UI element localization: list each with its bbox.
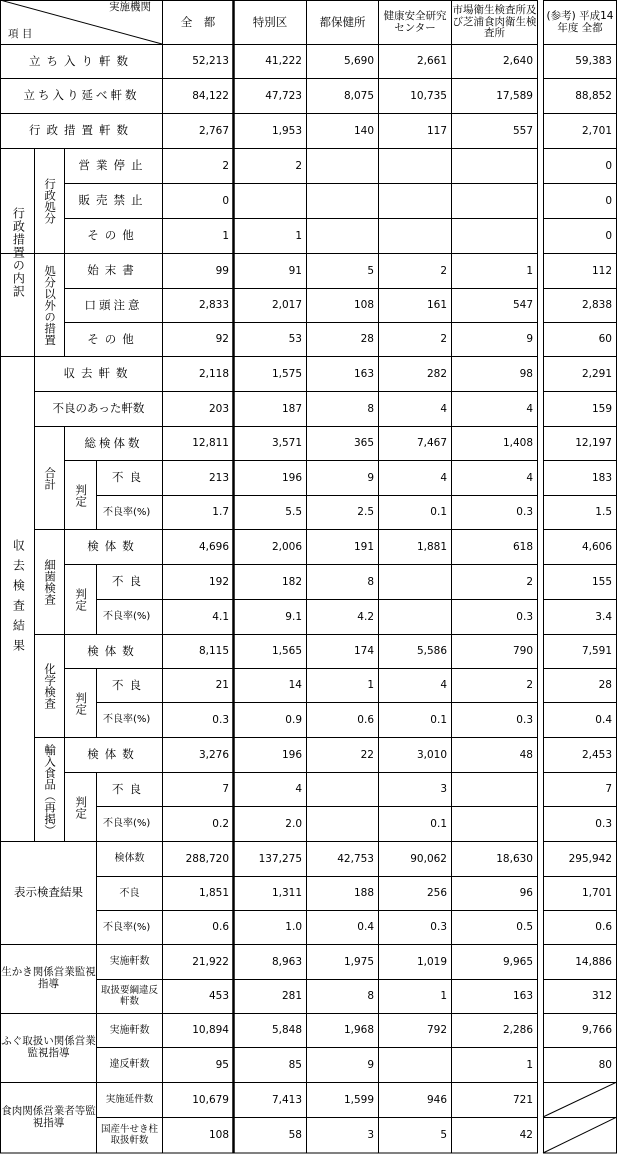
value-all: 213 [208,471,229,484]
value-special-wards: 1,311 [271,887,302,900]
value-special-wards: 7,413 [271,1093,302,1106]
value-all: 52,213 [192,55,229,68]
value-institute: 946 [426,1093,447,1106]
value-health-centers: 22 [360,748,374,761]
value-health-centers [307,219,378,253]
value-reference: 2,453 [581,748,612,761]
value-institute [379,600,451,634]
value-special-wards: 187 [281,402,302,415]
value-health-centers: 163 [353,367,374,380]
value-all: 192 [208,575,229,588]
row-label: 不良 [119,887,140,899]
row-label: 検体数 [87,747,140,762]
col-header-health-centers: 都保健所 [319,14,366,29]
row-label: 営業停止 [78,158,149,173]
row-label: 不良 [112,781,147,796]
value-institute: 0.3 [430,921,447,934]
value-all: 7 [222,783,229,796]
value-market [452,807,537,841]
value-market: 547 [512,299,533,312]
value-special-wards: 196 [281,471,302,484]
value-health-centers: 8 [367,402,374,415]
value-special-wards: 2,017 [271,299,302,312]
value-reference: 0.3 [595,817,612,830]
value-all: 8,115 [198,645,229,658]
value-institute: 10,735 [410,89,447,102]
value-market: 0.3 [516,506,533,519]
row-label: 不良率(%) [103,506,151,518]
judgment-label: 判定 [74,588,89,611]
value-market [452,184,537,218]
value-health-centers: 42,753 [337,852,374,865]
value-market: 0.3 [516,713,533,726]
value-health-centers: 140 [353,124,374,137]
value-all: 0.3 [212,713,229,726]
value-market: 1 [526,1058,533,1071]
group-label-display: 表示検査結果 [14,885,83,900]
value-reference: 60 [598,333,612,346]
group-admin-measures: 行政措置の内訳 [11,207,26,298]
subgroup-other-than-disposition: 処分以外の措置 [43,264,58,346]
col-header-all: 全 都 [180,14,216,29]
row-label: 立ち入り軒数 [29,53,134,68]
value-health-centers: 188 [353,887,374,900]
col-header-market: 市場衛生検査所及び芝浦食肉衛生検査所 [452,4,537,40]
value-institute: 1,881 [416,540,447,553]
value-health-centers: 9 [367,471,374,484]
value-reference: 295,942 [568,852,612,865]
value-special-wards: 281 [281,990,302,1003]
value-reference: 59,383 [575,55,612,68]
value-health-centers [307,149,378,183]
value-institute: 5 [440,1129,447,1142]
value-all: 0 [222,194,229,207]
value-market: 48 [519,748,533,761]
row-label: 検体数 [87,539,140,554]
value-institute: 256 [426,887,447,900]
row-label: 収去軒数 [63,366,134,381]
row-label: 行政措置軒数 [29,123,134,138]
value-health-centers: 1,599 [343,1093,374,1106]
value-institute: 3,010 [416,748,447,761]
value-health-centers: 5 [367,264,374,277]
value-health-centers: 9 [367,1058,374,1071]
value-institute: 0.1 [430,506,447,519]
value-all: 10,679 [192,1093,229,1106]
value-institute: 0.1 [430,817,447,830]
value-special-wards: 1.0 [285,921,302,934]
value-health-centers: 1 [367,679,374,692]
value-institute: 2 [440,264,447,277]
value-health-centers: 8 [367,990,374,1003]
value-health-centers [307,773,378,806]
value-market: 17,589 [496,89,533,102]
value-all: 84,122 [192,89,229,102]
value-market: 2,286 [502,1024,533,1037]
value-reference: 3.4 [595,610,612,623]
row-label: 検体数 [114,853,145,865]
value-health-centers: 108 [353,299,374,312]
value-institute: 792 [426,1024,447,1037]
value-health-centers: 28 [360,333,374,346]
value-market: 557 [512,124,533,137]
value-reference: 9,766 [581,1024,612,1037]
value-reference: 155 [591,575,612,588]
row-label: 始末書 [87,263,140,278]
value-market: 42 [519,1129,533,1142]
value-health-centers: 8,075 [343,89,374,102]
value-market: 96 [519,887,533,900]
value-reference: 1.5 [595,506,612,519]
value-market [452,773,537,806]
value-special-wards: 85 [288,1058,302,1071]
value-market: 2,640 [502,55,533,68]
value-market: 790 [512,645,533,658]
value-all: 108 [208,1129,229,1142]
value-all: 3,276 [198,748,229,761]
subgroup-total: 合計 [43,466,58,490]
value-market: 163 [512,990,533,1003]
value-special-wards [235,184,306,218]
value-market: 9 [526,333,533,346]
judgment-label: 判定 [74,691,89,715]
value-all: 288,720 [185,852,229,865]
value-market [452,219,537,253]
row-label: 販売禁止 [78,193,149,208]
value-reference: 159 [591,402,612,415]
value-reference: 2,701 [581,124,612,137]
value-special-wards: 2 [295,159,302,172]
value-institute [379,219,451,253]
value-all: 2,118 [198,367,229,380]
value-all: 0.6 [212,921,229,934]
value-market: 618 [512,540,533,553]
value-all: 4,696 [198,540,229,553]
value-reference: 0 [605,229,612,242]
header-corner-item: 項 目 [8,28,33,41]
row-label: 不良 [112,470,147,485]
value-reference: 0.6 [595,921,612,934]
value-reference: 183 [591,471,612,484]
value-market: 1 [526,264,533,277]
value-all: 1.7 [212,506,229,519]
value-special-wards: 3,571 [271,437,302,450]
value-all: 92 [215,333,229,346]
value-reference: 28 [598,679,612,692]
value-institute [379,1048,451,1082]
value-reference: 0 [605,159,612,172]
value-special-wards: 0.9 [285,713,302,726]
value-special-wards: 2.0 [285,817,302,830]
group-label-fugu: ふぐ取扱い関係営業監視指導 [1,1035,96,1059]
row-label: 実施軒数 [109,956,150,968]
value-all: 1,851 [198,887,229,900]
value-health-centers: 2.5 [357,506,374,519]
value-special-wards: 14 [288,679,302,692]
value-special-wards: 8,963 [271,955,302,968]
subgroup-import: 輸入食品（再掲） [43,743,58,836]
value-health-centers: 191 [353,540,374,553]
row-label: 立ち入り延べ軒数 [23,88,140,103]
value-reference: 14,886 [575,955,612,968]
value-special-wards: 53 [288,333,302,346]
row-label: 不良率(%) [103,611,151,623]
value-special-wards: 1,575 [271,367,302,380]
value-all: 453 [208,990,229,1003]
value-institute: 5,586 [416,645,447,658]
value-health-centers: 3 [367,1129,374,1142]
value-special-wards: 5.5 [285,506,302,519]
value-all: 12,811 [192,437,229,450]
value-special-wards: 1 [295,229,302,242]
value-institute: 2,661 [416,55,447,68]
value-institute: 117 [426,124,447,137]
value-market: 18,630 [496,852,533,865]
value-special-wards: 91 [288,264,302,277]
row-label: 不良 [112,677,147,692]
value-market [452,149,537,183]
value-reference: 80 [598,1058,612,1071]
value-reference: 2,291 [581,367,612,380]
value-health-centers: 174 [353,645,374,658]
value-reference: 2,838 [581,299,612,312]
row-label: 口頭注意 [84,297,143,312]
value-all: 4.1 [212,610,229,623]
col-header-reference: (参考) 平成14年度 全都 [546,9,614,34]
value-institute: 4 [440,471,447,484]
row-label: 実施軒数 [109,1024,150,1036]
value-all: 21 [215,679,229,692]
row-label: 国産牛せき柱取扱軒数 [100,1123,158,1146]
value-special-wards: 2,006 [271,540,302,553]
value-special-wards: 41,222 [265,55,302,68]
value-institute: 2 [440,333,447,346]
value-special-wards: 1,953 [271,124,302,137]
row-label: 検体数 [87,643,140,658]
value-all: 95 [215,1058,229,1071]
value-reference: 1,701 [581,887,612,900]
value-reference: 4,606 [581,540,612,553]
row-label: 不良 [112,574,147,589]
value-health-centers: 1,968 [343,1024,374,1037]
value-health-centers: 0.4 [357,921,374,934]
value-market: 2 [526,679,533,692]
value-all: 2 [222,159,229,172]
value-market: 1,408 [502,437,533,450]
group-seizure-results: 収去検査結果 [11,539,26,659]
value-health-centers: 8 [367,575,374,588]
group-label-live-fish: 生かき関係営業監視指導 [1,966,96,990]
value-institute: 4 [440,679,447,692]
value-all: 2,833 [198,299,229,312]
value-all: 203 [208,402,229,415]
value-health-centers [307,807,378,841]
value-reference: 112 [591,264,612,277]
value-institute: 1,019 [416,955,447,968]
row-label: 総検体数 [84,435,143,450]
value-health-centers: 365 [353,437,374,450]
row-label: その他 [87,228,140,243]
value-all: 21,922 [192,955,229,968]
value-reference: 0 [605,194,612,207]
value-special-wards: 47,723 [265,89,302,102]
value-health-centers: 1,975 [343,955,374,968]
value-institute: 161 [426,299,447,312]
value-institute [379,184,451,218]
value-market: 721 [512,1093,533,1106]
value-institute: 7,467 [416,437,447,450]
value-health-centers: 5,690 [343,55,374,68]
subgroup-chemical: 化学検査 [43,663,58,709]
value-reference: 312 [591,990,612,1003]
value-reference [544,1083,616,1117]
value-reference [544,1118,616,1153]
value-market: 4 [526,471,533,484]
value-market: 4 [526,402,533,415]
value-institute: 90,062 [410,852,447,865]
value-special-wards: 182 [281,575,302,588]
subgroup-bacteria: 細菌検査 [43,559,58,605]
value-special-wards: 58 [288,1129,302,1142]
value-special-wards: 9.1 [285,610,302,623]
value-institute [379,565,451,599]
col-header-institute: 健康安全研究センター [383,9,447,34]
value-all: 1 [222,229,229,242]
value-market: 2 [526,575,533,588]
value-special-wards: 4 [295,783,302,796]
judgment-label: 判定 [74,795,89,819]
value-special-wards: 137,275 [258,852,302,865]
value-reference: 0.4 [595,713,612,726]
value-special-wards: 196 [281,748,302,761]
value-market: 0.5 [516,921,533,934]
value-market: 0.3 [516,610,533,623]
value-health-centers: 4.2 [357,610,374,623]
row-label: 不良率(%) [103,714,151,726]
value-reference: 7 [605,783,612,796]
value-market: 9,965 [502,955,533,968]
value-all: 10,894 [192,1024,229,1037]
value-institute: 282 [426,367,447,380]
value-institute: 4 [440,402,447,415]
row-label: 違反軒数 [109,1059,150,1071]
value-reference: 7,591 [581,645,612,658]
value-all: 2,767 [198,124,229,137]
value-reference: 88,852 [575,89,612,102]
value-institute: 3 [440,783,447,796]
row-label: 取扱要綱違反軒数 [100,984,158,1007]
subgroup-admin-disposition: 行政処分 [43,178,58,224]
value-health-centers [307,184,378,218]
row-label: 実施延件数 [105,1093,154,1105]
value-special-wards: 1,565 [271,645,302,658]
judgment-label: 判定 [74,483,89,507]
value-health-centers: 0.6 [357,713,374,726]
value-reference: 12,197 [575,437,612,450]
header-corner-agency: 実施機関 [109,1,151,14]
col-header-special-wards: 特別区 [252,14,288,29]
row-label: その他 [87,331,140,346]
row-label: 不良率(%) [103,921,151,933]
value-special-wards: 5,848 [271,1024,302,1037]
value-institute [379,149,451,183]
value-all: 0.2 [212,817,229,830]
group-label-meat: 食肉関係営業者等監視指導 [1,1105,96,1129]
value-all: 99 [215,264,229,277]
value-institute: 0.1 [430,713,447,726]
value-institute: 1 [440,990,447,1003]
row-label: 不良率(%) [103,818,151,830]
row-label: 不良のあった軒数 [52,401,145,416]
value-market: 98 [519,367,533,380]
